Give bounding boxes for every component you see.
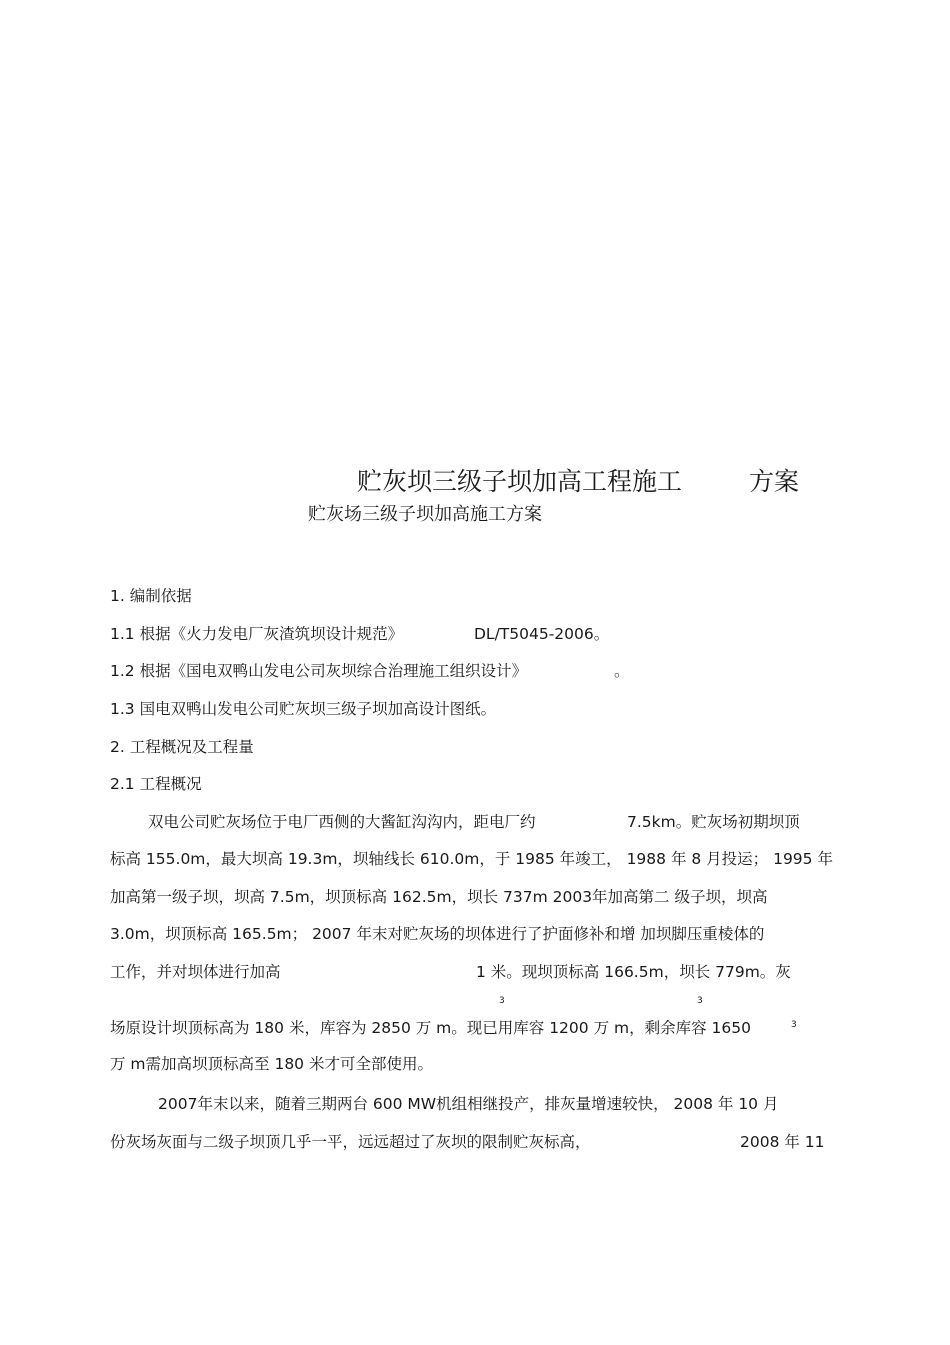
paragraph-line: 1 米。现坝顶标高 166.5m，坝长 779m。灰	[476, 963, 791, 981]
section-heading: 1. 编制依据	[110, 587, 192, 605]
paragraph-line: 3.0m，坝顶标高 165.5m； 2007 年末对贮灰场的坝体进行了护面修补和增 加坝脚压重棱体的	[110, 925, 765, 943]
document-title: 贮灰坝三级子坝加高工程施工	[357, 467, 683, 496]
paragraph-line: 2008 年 11	[740, 1133, 825, 1151]
paragraph-line: 7.5km。贮灰场初期坝顶	[627, 813, 800, 831]
paragraph-line: 场原设计坝顶标高为 180 米，库容为 2850 万 m。现已用库容 1200 万 m，剩余库容 1650	[110, 1019, 751, 1037]
paragraph-line: 工作，并对坝体进行加高	[110, 963, 281, 981]
paragraph-line: 2007年末以来，随着三期两台 600 MW机组相继投产，排灰量增速较快， 2008 年 10 月	[158, 1095, 779, 1113]
reference-item-code: DL/T5045-2006。	[474, 625, 610, 643]
paragraph-line: 加高第一级子坝，坝高 7.5m，坝顶标高 162.5m，坝长 737m 2003年加高第二 级子坝，坝高	[110, 888, 768, 906]
document-subtitle: 贮灰场三级子坝加高施工方案	[308, 504, 542, 525]
superscript-3: 3	[697, 996, 703, 1006]
paragraph-line: 万 m需加高坝顶标高至 180 米才可全部使用。	[110, 1055, 433, 1073]
superscript-3: 3	[791, 1020, 797, 1030]
paragraph-line: 标高 155.0m，最大坝高 19.3m，坝轴线长 610.0m，于 1985 年竣工， 1988 年 8 月投运； 1995 年	[110, 850, 833, 868]
reference-item: 1.2 根据《国电双鸭山发电公司灰坝综合治理施工组织设计》	[110, 662, 528, 680]
subsection-heading: 2.1 工程概况	[110, 775, 202, 793]
paragraph-line: 双电公司贮灰场位于电厂西侧的大酱缸沟沟内，距电厂约	[148, 813, 536, 831]
paragraph-line: 份灰场灰面与二级子坝顶几乎一平，远远超过了灰坝的限制贮灰标高，	[110, 1133, 591, 1151]
section-heading: 2. 工程概况及工程量	[110, 738, 254, 756]
superscript-3: 3	[499, 996, 505, 1006]
document-title-suffix: 方案	[749, 467, 800, 496]
reference-item: 1.3 国电双鸭山发电公司贮灰坝三级子坝加高设计图纸。	[110, 700, 497, 718]
reference-item: 1.1 根据《火力发电厂灰渣筑坝设计规范》	[110, 625, 404, 643]
reference-item-end: 。	[614, 662, 630, 680]
